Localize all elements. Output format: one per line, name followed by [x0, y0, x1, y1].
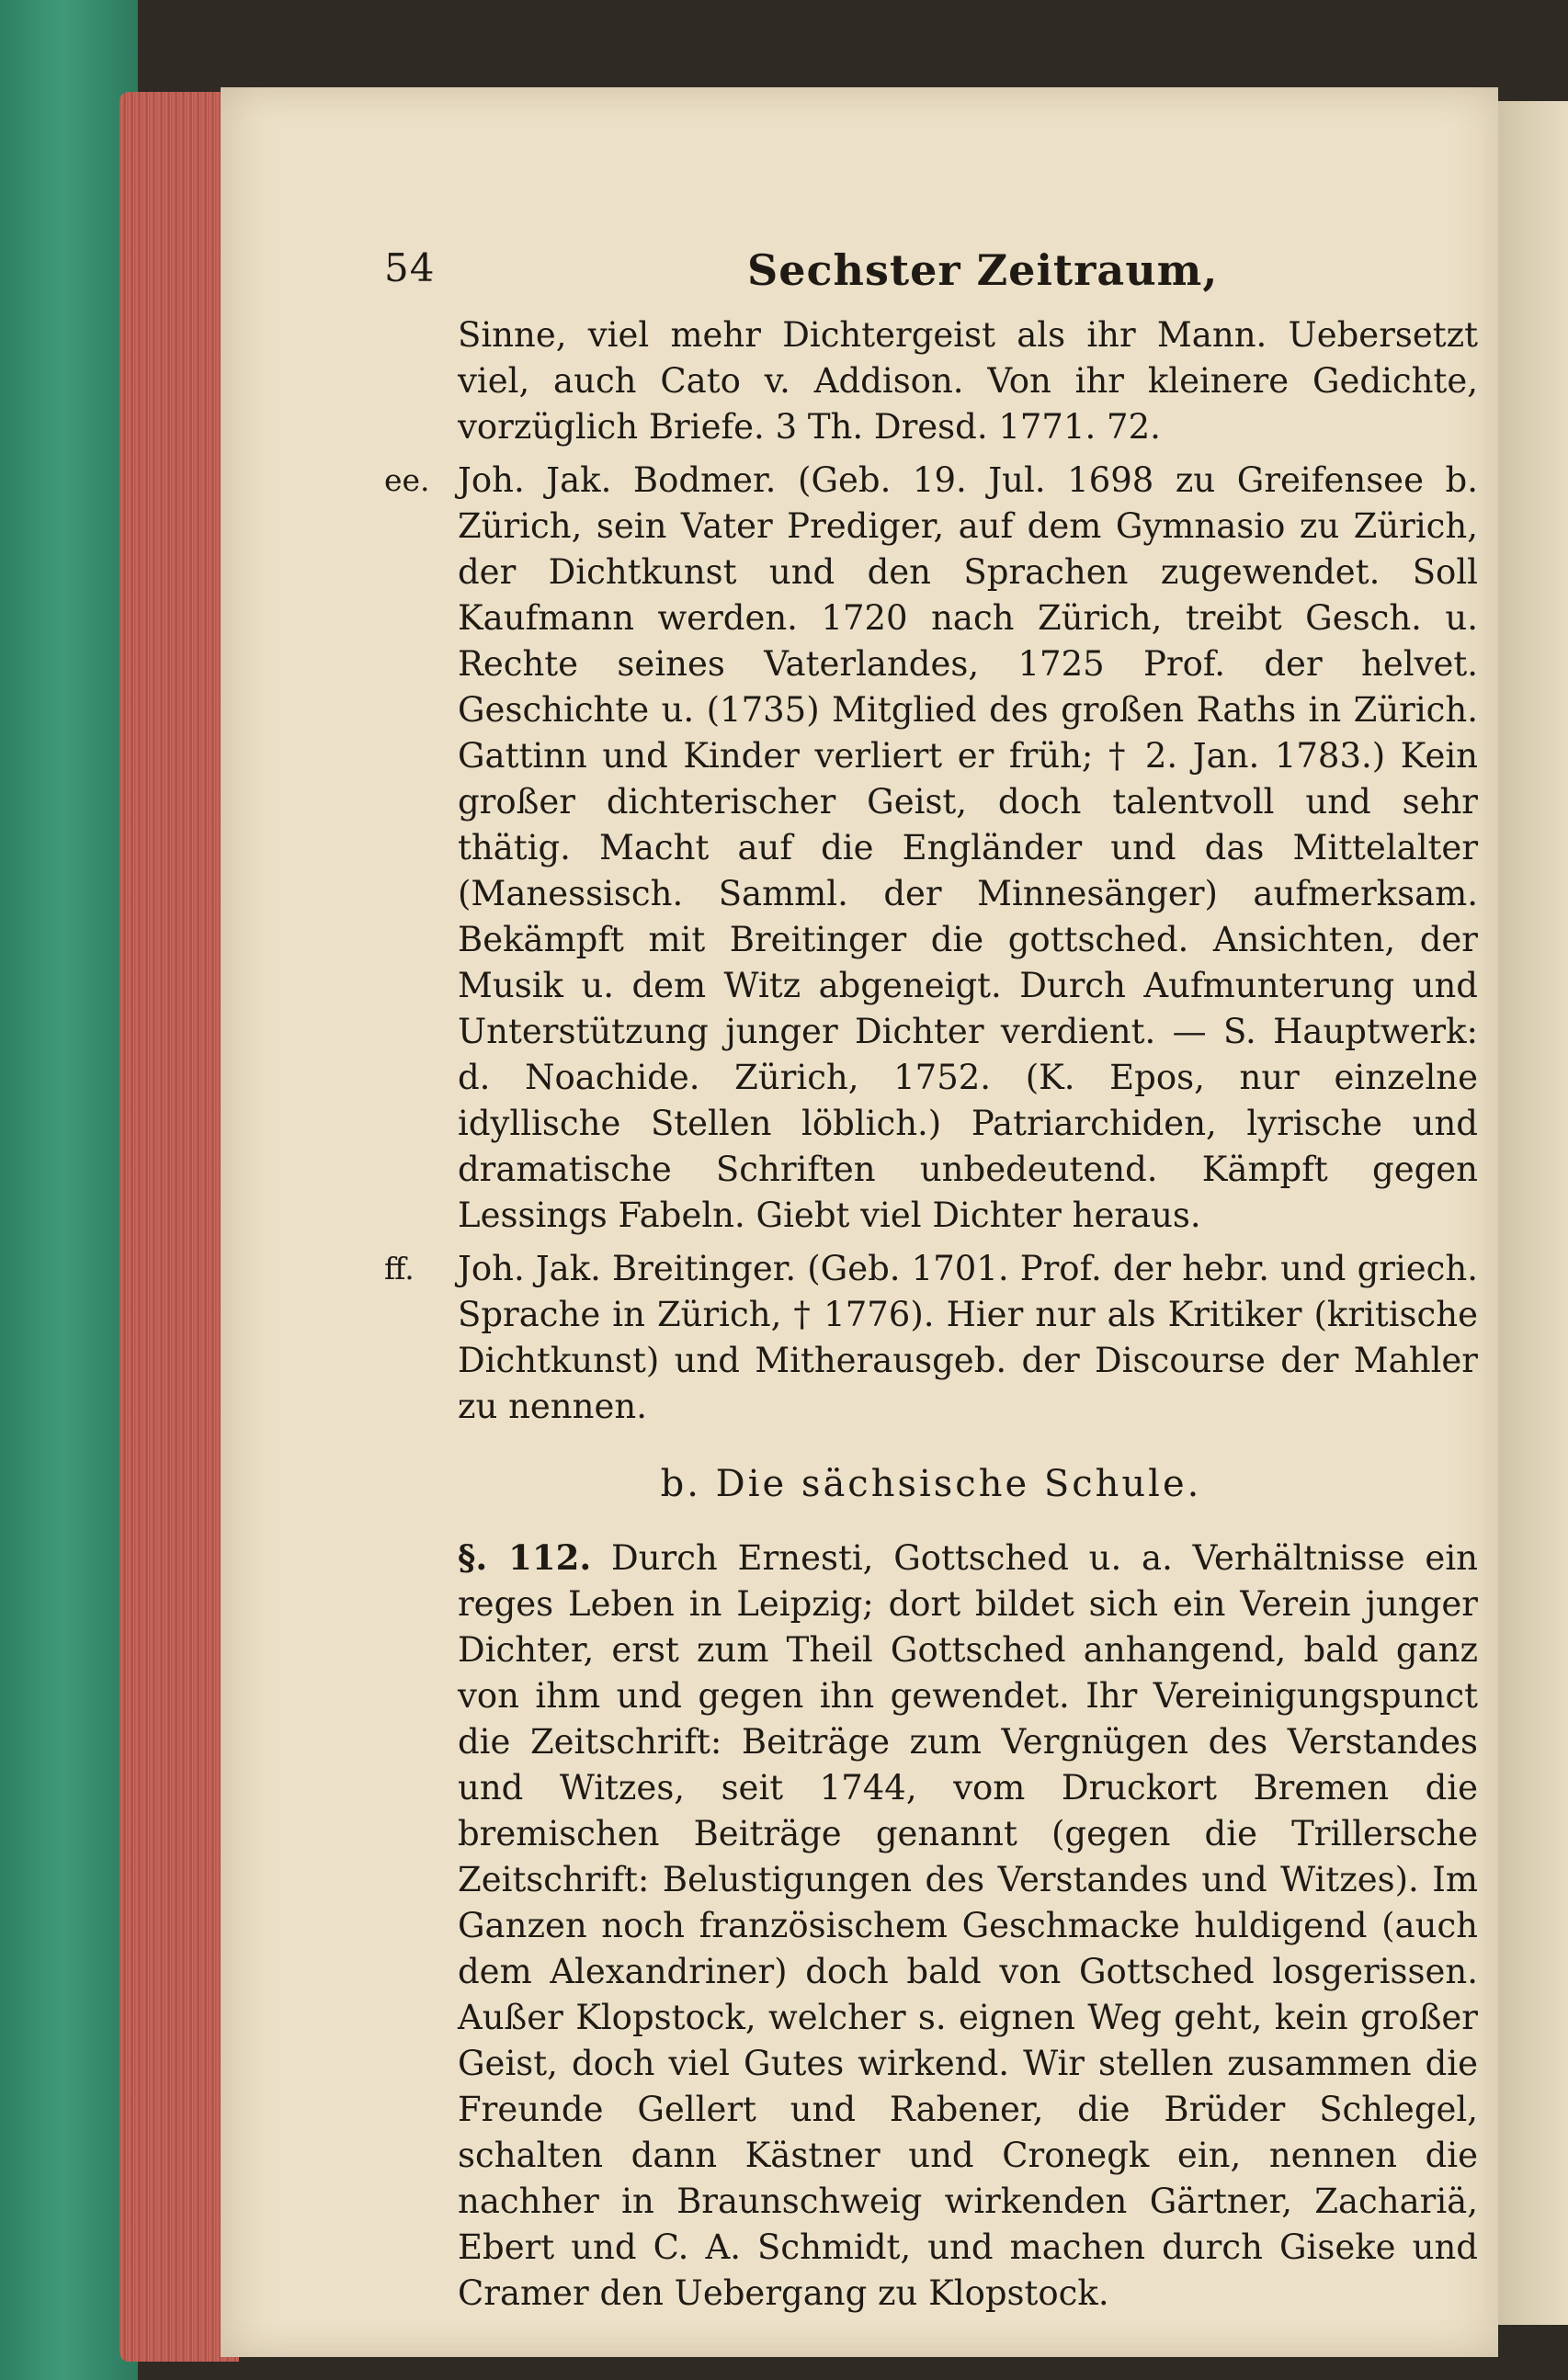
book-page — [221, 87, 1498, 2357]
book-cover — [0, 0, 138, 2380]
running-title: Sechster Zeitraum, — [747, 245, 1219, 295]
continued-entry: Sinne, viel mehr Dichtergeist als ihr Mann. Uebersetzt viel, auch Cato v. Addison. Von ihr kleinere Gedichte, vorzüglich Briefe. 3 Th. Dresd. 1771. 72. — [458, 315, 1478, 447]
entry-bodmer — [384, 458, 1478, 1239]
entry-breitinger — [384, 1246, 1478, 1430]
page-header — [384, 245, 1487, 310]
page-number: 54 — [384, 245, 436, 290]
section-paragraph — [384, 1535, 1478, 2317]
paragraph-number: §. 112. — [458, 1537, 592, 1578]
section-heading: b. Die sächsische Schule. — [660, 1463, 1202, 1505]
page-body — [384, 312, 1478, 2324]
entry-marker: ee. — [384, 462, 430, 498]
paragraph-text: Durch Ernesti, Gottsched u. a. Verhältnisse ein reges Leben in Leipzig; dort bildet sich ein Verein junger Dichter, erst zum Theil Gottsched anhangend, bald ganz von ihm und gegen ihn gewendet. Ihr Vereinigungspunct die Zeitschrift: Beiträge zum Vergnügen des Verstandes und Witzes, seit 1744, vom Druckort Bremen die bremischen Beiträge genannt (gegen die Trillersche Zeitschrift: Belustigungen des Verstandes und Witzes). Im Ganzen noch französischem Geschmacke huldigend (auch dem Alexandriner) doch bald von Gottsched losgerissen. Außer Klopstock, welcher s. eignen Weg geht, kein großer Geist, doch viel Gutes wirkend. Wir stellen zusammen die Freunde Gellert und Rabener, die Brüder Schlegel, schalten dann Kästner und Cronegk ein, nennen die nachher in Braunschweig wirkenden Gärtner, Zachariä, Ebert und C. A. Schmidt, und machen durch Giseke und Cramer den Uebergang zu Klopstock. — [458, 1538, 1478, 2313]
entry-marker: ff. — [384, 1251, 415, 1286]
entry-text: Joh. Jak. Breitinger. (Geb. 1701. Prof. der hebr. und griech. Sprache in Zürich, † 1776). Hier nur als Kritiker (kritische Dichtkunst) und Mitherausgeb. der Discourse der Mahler zu nennen. — [458, 1249, 1478, 1426]
entry-text: Joh. Jak. Bodmer. (Geb. 19. Jul. 1698 zu Greifensee b. Zürich, sein Vater Prediger, auf dem Gymnasio zu Zürich, der Dichtkunst und den Sprachen zugewendet. Soll Kaufmann werden. 1720 nach Zürich, treibt Gesch. u. Rechte seines Vaterlandes, 1725 Prof. der helvet. Geschichte u. (1735) Mitglied des großen Raths in Zürich. Gattinn und Kinder verliert er früh; † 2. Jan. 1783.) Kein großer dichterischer Geist, doch talentvoll und sehr thätig. Macht auf die Engländer und das Mittelalter (Manessisch. Samml. der Minnesänger) aufmerksam. Bekämpft mit Breitinger die gottsched. Ansichten, der Musik u. dem Witz abgeneigt. Durch Aufmunterung und Unterstützung junger Dichter verdient. — S. Hauptwerk: d. Noachide. Zürich, 1752. (K. Epos, nur einzelne idyllische Stellen löblich.) Patriarchiden, lyrische und dramatische Schriften unbedeutend. Kämpft gegen Lessings Fabeln. Giebt viel Dichter heraus. — [458, 460, 1478, 1235]
facing-page-edge — [1498, 101, 1568, 2325]
